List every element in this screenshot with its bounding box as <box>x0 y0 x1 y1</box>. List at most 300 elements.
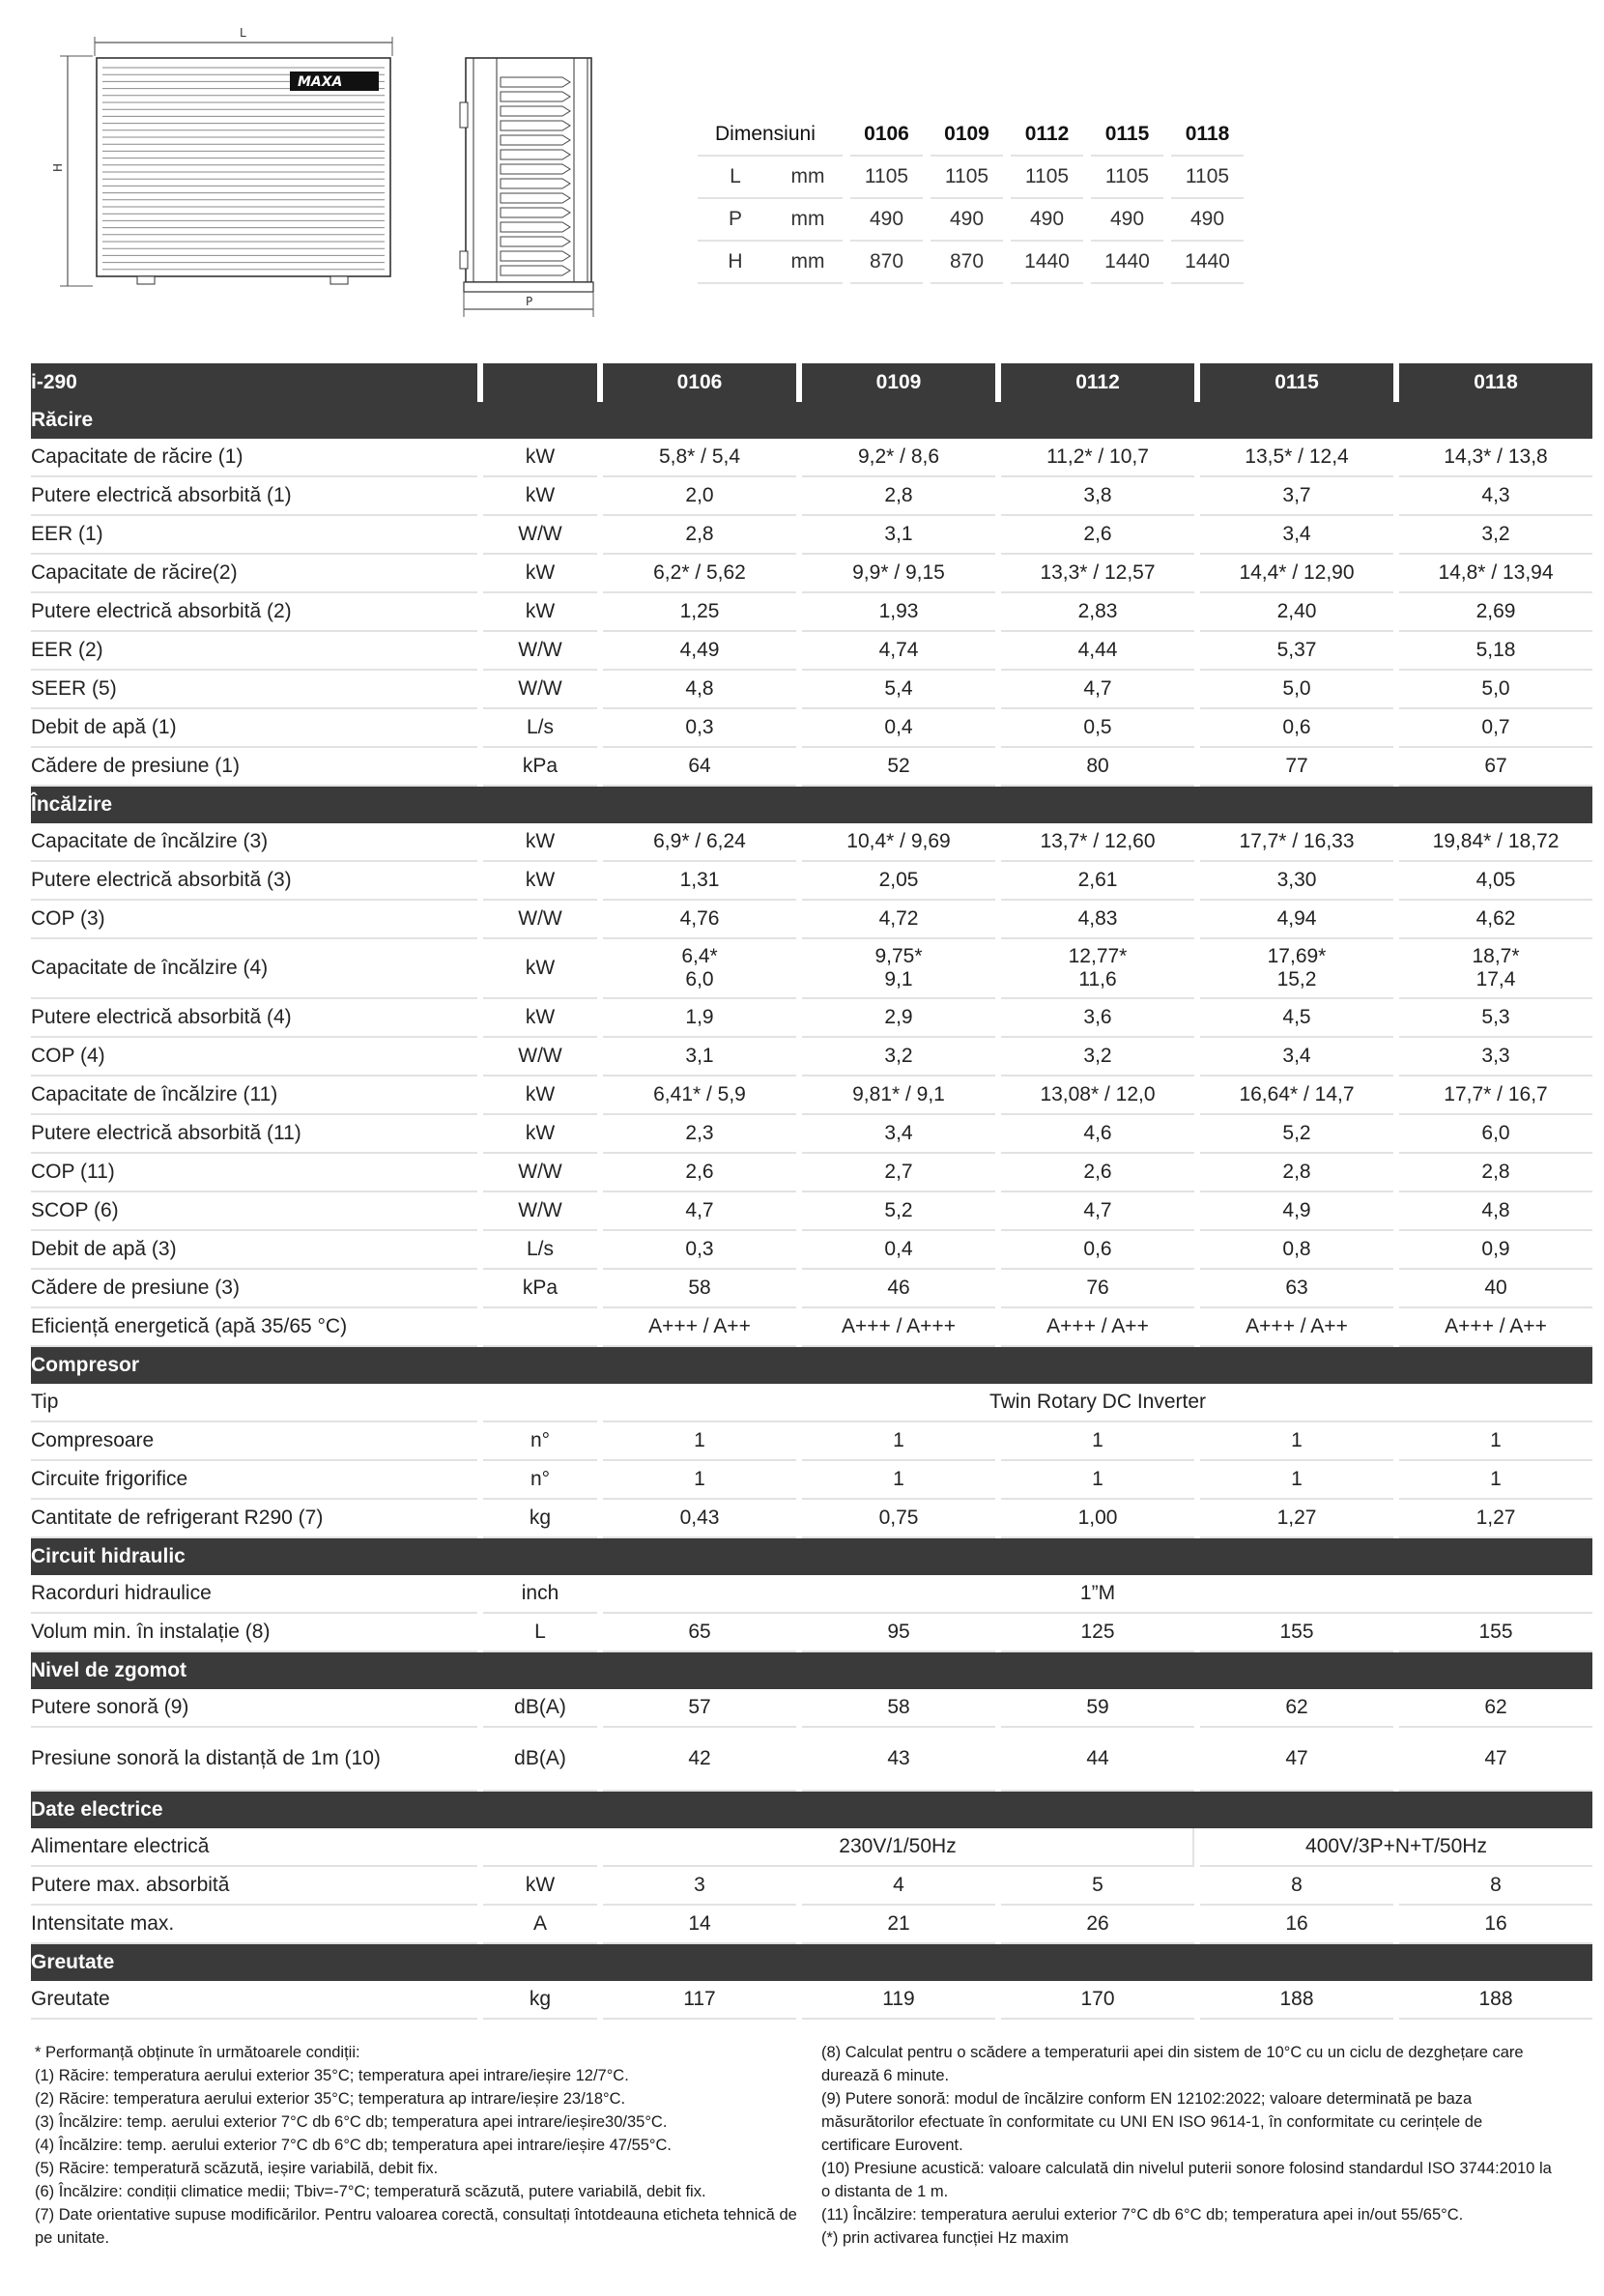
spec-value: 1 <box>1399 1422 1592 1461</box>
maxa-logo: MAXA <box>298 74 343 90</box>
unit-header <box>483 363 597 402</box>
dimension-label: H <box>698 241 773 283</box>
spec-value: 21 <box>802 1906 995 1944</box>
spec-value: 4,62 <box>1399 901 1592 939</box>
dimension-value: 1105 <box>1091 156 1163 198</box>
spec-value: 1 <box>802 1422 995 1461</box>
spec-value: 3,1 <box>802 516 995 555</box>
spec-value: 155 <box>1399 1614 1592 1652</box>
spec-value: 8 <box>1399 1867 1592 1906</box>
spec-row <box>31 901 1592 939</box>
spec-label: Cădere de presiune (1) <box>31 748 477 787</box>
spec-value: 19,84* / 18,72 <box>1399 823 1592 862</box>
spec-label: Presiune sonoră la distanță de 1m (10) <box>31 1728 477 1792</box>
dim-model-0112: 0112 <box>1011 114 1083 156</box>
spec-unit: kPa <box>483 1270 597 1308</box>
section-title: Răcire <box>31 402 1592 439</box>
spec-model-0109: 0109 <box>802 363 995 402</box>
spec-value: 5,4 <box>802 671 995 709</box>
spec-value: 6,9* / 6,24 <box>603 823 796 862</box>
spec-value: 1,31 <box>603 862 796 901</box>
spec-value: 170 <box>1001 1981 1194 2020</box>
spec-value: 0,75 <box>802 1500 995 1538</box>
spec-value: 63 <box>1200 1270 1393 1308</box>
spec-value: 2,6 <box>603 1154 796 1192</box>
dimensions-table <box>698 114 1244 284</box>
spec-row <box>31 1231 1592 1270</box>
spec-unit: kPa <box>483 748 597 787</box>
spec-value: 2,0 <box>603 477 796 516</box>
spec-label: Putere electrică absorbită (4) <box>31 999 477 1038</box>
spec-value: 1 <box>802 1461 995 1500</box>
spec-value: 13,08* / 12,0 <box>1001 1076 1194 1115</box>
section-header <box>31 1792 1592 1828</box>
spec-value: 13,7* / 12,60 <box>1001 823 1194 862</box>
spec-value: 155 <box>1200 1614 1393 1652</box>
spec-value: 1,93 <box>802 593 995 632</box>
spec-row <box>31 1270 1592 1308</box>
spec-value: 1 <box>603 1422 796 1461</box>
spec-label: Capacitate de răcire (1) <box>31 439 477 477</box>
spec-row <box>31 939 1592 999</box>
spec-value: 67 <box>1399 748 1592 787</box>
spec-value-line: 15,2 <box>1276 968 1317 990</box>
spec-unit: kW <box>483 862 597 901</box>
spec-value: 9,81* / 9,1 <box>802 1076 995 1115</box>
spec-value: 2,8 <box>1200 1154 1393 1192</box>
spec-value-split: 400V/3P+N+T/50Hz <box>1200 1828 1592 1867</box>
spec-unit: inch <box>483 1575 597 1614</box>
spec-value: 9,9* / 9,15 <box>802 555 995 593</box>
spec-unit: W/W <box>483 1192 597 1231</box>
spec-unit: L/s <box>483 1231 597 1270</box>
spec-value: 4,3 <box>1399 477 1592 516</box>
spec-value: 57 <box>603 1689 796 1728</box>
spec-label: Debit de apă (3) <box>31 1231 477 1270</box>
spec-value: 4,74 <box>802 632 995 671</box>
spec-unit: A <box>483 1906 597 1944</box>
section-title: Circuit hidraulic <box>31 1538 1592 1575</box>
spec-value: 4,76 <box>603 901 796 939</box>
spec-value <box>1001 939 1194 999</box>
spec-value: 6,2* / 5,62 <box>603 555 796 593</box>
spec-value: 64 <box>603 748 796 787</box>
footnote: (7) Date orientative supuse modificărilor. Pentru valoarea corectă, consultați întotdeauna eticheta tehnică de pe unitate. <box>35 2206 797 2247</box>
spec-value: 95 <box>802 1614 995 1652</box>
spec-value: 1 <box>1200 1422 1393 1461</box>
spec-value: 0,3 <box>603 1231 796 1270</box>
spec-value-line: 6,4* <box>681 945 718 967</box>
spec-unit: W/W <box>483 1154 597 1192</box>
section-header <box>31 1652 1592 1689</box>
spec-value: 3,2 <box>802 1038 995 1076</box>
width-label: L <box>240 26 246 40</box>
spec-value: 2,61 <box>1001 862 1194 901</box>
spec-value: 0,6 <box>1001 1231 1194 1270</box>
spec-value: 2,8 <box>603 516 796 555</box>
spec-value: 13,3* / 12,57 <box>1001 555 1194 593</box>
spec-value-split: 230V/1/50Hz <box>603 1828 1194 1867</box>
spec-value: 26 <box>1001 1906 1194 1944</box>
dimension-value: 1105 <box>931 156 1003 198</box>
spec-value: 4,9 <box>1200 1192 1393 1231</box>
spec-row <box>31 1906 1592 1944</box>
height-label: H <box>51 162 65 172</box>
spec-row <box>31 1981 1592 2020</box>
section-header <box>31 1944 1592 1981</box>
spec-value: 9,2* / 8,6 <box>802 439 995 477</box>
spec-label: Putere electrică absorbită (1) <box>31 477 477 516</box>
spec-value-line: 17,4 <box>1475 968 1516 990</box>
spec-label: Circuite frigorifice <box>31 1461 477 1500</box>
spec-label: Putere max. absorbită <box>31 1867 477 1906</box>
spec-value <box>1399 939 1592 999</box>
dimension-unit: mm <box>773 156 843 198</box>
spec-row <box>31 1154 1592 1192</box>
spec-value: 58 <box>603 1270 796 1308</box>
spec-row <box>31 1038 1592 1076</box>
spec-unit: n° <box>483 1461 597 1500</box>
spec-value: A+++ / A++ <box>603 1308 796 1347</box>
spec-row <box>31 862 1592 901</box>
spec-value: 3,30 <box>1200 862 1393 901</box>
spec-unit <box>483 1308 597 1347</box>
spec-value: 3,7 <box>1200 477 1393 516</box>
spec-value: 3,8 <box>1001 477 1194 516</box>
spec-value: 3,4 <box>802 1115 995 1154</box>
spec-row <box>31 671 1592 709</box>
spec-unit: kg <box>483 1500 597 1538</box>
spec-value: 2,9 <box>802 999 995 1038</box>
spec-value: 0,43 <box>603 1500 796 1538</box>
spec-value: 17,7* / 16,7 <box>1399 1076 1592 1115</box>
spec-value: 0,4 <box>802 1231 995 1270</box>
spec-unit: kW <box>483 439 597 477</box>
section-title: Date electrice <box>31 1792 1592 1828</box>
spec-value: 47 <box>1200 1728 1393 1792</box>
spec-value: 4,7 <box>1001 1192 1194 1231</box>
footnote: (1) Răcire: temperatura aerului exterior 35°C; temperatura apei intrare/ieșire 12/7°C. <box>35 2067 629 2084</box>
spec-label: Tip <box>31 1384 477 1422</box>
spec-value: 10,4* / 9,69 <box>802 823 995 862</box>
spec-value <box>1200 939 1393 999</box>
dimension-label: P <box>698 198 773 241</box>
spec-value: 0,4 <box>802 709 995 748</box>
spec-header-row <box>31 363 1592 402</box>
spec-row <box>31 1115 1592 1154</box>
spec-model-0112: 0112 <box>1001 363 1194 402</box>
spec-value: 44 <box>1001 1728 1194 1792</box>
spec-value: 40 <box>1399 1270 1592 1308</box>
footnote: * Performanță obținute în următoarele condiții: <box>35 2044 360 2061</box>
spec-label: SCOP (6) <box>31 1192 477 1231</box>
spec-label: Putere electrică absorbită (11) <box>31 1115 477 1154</box>
section-header <box>31 787 1592 823</box>
footnotes-right <box>821 2041 1556 2250</box>
spec-value: 4,7 <box>1001 671 1194 709</box>
spec-value: 6,41* / 5,9 <box>603 1076 796 1115</box>
spec-value: 1,9 <box>603 999 796 1038</box>
spec-label: COP (4) <box>31 1038 477 1076</box>
spec-value: 5,18 <box>1399 632 1592 671</box>
spec-value: 59 <box>1001 1689 1194 1728</box>
spec-unit: kW <box>483 593 597 632</box>
spec-model-0118: 0118 <box>1399 363 1592 402</box>
spec-model-0115: 0115 <box>1200 363 1393 402</box>
dimension-value: 1440 <box>1171 241 1244 283</box>
spec-row <box>31 823 1592 862</box>
spec-value: 43 <box>802 1728 995 1792</box>
spec-value: 1,27 <box>1399 1500 1592 1538</box>
spec-label: Eficiență energetică (apă 35/65 °C) <box>31 1308 477 1347</box>
spec-unit: kW <box>483 1867 597 1906</box>
footnote: (9) Putere sonoră: modul de încălzire conform EN 12102:2022; valoare determinată pe baza măsurătorilor efectuate în conformitate cu UNI EN ISO 9614-1, în conformitate cu cerințele de certificare Eurovent. <box>821 2090 1483 2154</box>
spec-value: 3,4 <box>1200 1038 1393 1076</box>
spec-value: 4,8 <box>603 671 796 709</box>
spec-value: 1,00 <box>1001 1500 1194 1538</box>
spec-value: 4,8 <box>1399 1192 1592 1231</box>
spec-unit: W/W <box>483 1038 597 1076</box>
spec-label: Compresoare <box>31 1422 477 1461</box>
spec-row <box>31 1461 1592 1500</box>
spec-label: Debit de apă (1) <box>31 709 477 748</box>
spec-row <box>31 516 1592 555</box>
spec-value: 77 <box>1200 748 1393 787</box>
footnote: (2) Răcire: temperatura aerului exterior 35°C; temperatura ap intrare/ieșire 23/18°C. <box>35 2090 626 2108</box>
spec-value: 0,3 <box>603 709 796 748</box>
spec-value: 4,94 <box>1200 901 1393 939</box>
spec-value-line: 12,77* <box>1068 945 1128 967</box>
spec-value: 3,6 <box>1001 999 1194 1038</box>
spec-value: 4,5 <box>1200 999 1393 1038</box>
section-title: Compresor <box>31 1347 1592 1384</box>
spec-value: 76 <box>1001 1270 1194 1308</box>
spec-row <box>31 555 1592 593</box>
spec-value: 4,44 <box>1001 632 1194 671</box>
spec-value: 3,1 <box>603 1038 796 1076</box>
section-header <box>31 1347 1592 1384</box>
spec-value: A+++ / A+++ <box>802 1308 995 1347</box>
spec-value: 5,8* / 5,4 <box>603 439 796 477</box>
spec-label: Racorduri hidraulice <box>31 1575 477 1614</box>
footnote: (*) prin activarea funcției Hz maxim <box>821 2229 1069 2247</box>
dimension-value: 490 <box>1091 198 1163 241</box>
footnote: (6) Încălzire: condiții climatice medii; Tbiv=-7°C; temperatură scăzută, putere variabilă, debit fix. <box>35 2183 706 2200</box>
spec-row <box>31 593 1592 632</box>
spec-value: 14,4* / 12,90 <box>1200 555 1393 593</box>
spec-unit: L/s <box>483 709 597 748</box>
spec-value: 1 <box>1200 1461 1393 1500</box>
spec-value: 62 <box>1200 1689 1393 1728</box>
spec-label: Cantitate de refrigerant R290 (7) <box>31 1500 477 1538</box>
footnote: (5) Răcire: temperatură scăzută, ieșire variabilă, debit fix. <box>35 2160 439 2177</box>
spec-unit: kW <box>483 555 597 593</box>
spec-unit: W/W <box>483 671 597 709</box>
spec-label: Putere electrică absorbită (2) <box>31 593 477 632</box>
spec-value: A+++ / A++ <box>1200 1308 1393 1347</box>
spec-value-line: 18,7* <box>1472 945 1520 967</box>
spec-value: 4,6 <box>1001 1115 1194 1154</box>
spec-value: 3,4 <box>1200 516 1393 555</box>
spec-row <box>31 1689 1592 1728</box>
spec-value: 46 <box>802 1270 995 1308</box>
dimension-value: 1105 <box>1011 156 1083 198</box>
spec-value-line: 6,0 <box>685 968 714 990</box>
spec-label: Capacitate de încălzire (4) <box>31 939 477 999</box>
spec-value: 5,37 <box>1200 632 1393 671</box>
spec-value: 2,8 <box>802 477 995 516</box>
series-title: i-290 <box>31 363 477 402</box>
spec-unit: kg <box>483 1981 597 2020</box>
spec-value: 5 <box>1001 1867 1194 1906</box>
spec-value: 5,0 <box>1399 671 1592 709</box>
spec-row <box>31 1575 1592 1614</box>
spec-label: SEER (5) <box>31 671 477 709</box>
spec-value: 2,83 <box>1001 593 1194 632</box>
spec-value: 42 <box>603 1728 796 1792</box>
spec-unit <box>483 1384 597 1422</box>
dimension-value: 1440 <box>1091 241 1163 283</box>
spec-row <box>31 1308 1592 1347</box>
spec-value: 2,40 <box>1200 593 1393 632</box>
spec-value: 17,7* / 16,33 <box>1200 823 1393 862</box>
front-view-drawing <box>48 17 415 298</box>
dim-model-0106: 0106 <box>850 114 923 156</box>
spec-value-span: Twin Rotary DC Inverter <box>603 1384 1592 1422</box>
spec-row <box>31 1728 1592 1792</box>
spec-value: A+++ / A++ <box>1399 1308 1592 1347</box>
spec-unit: dB(A) <box>483 1728 597 1792</box>
dimensions-header-row <box>698 114 1244 156</box>
spec-value: 5,3 <box>1399 999 1592 1038</box>
spec-value: 0,8 <box>1200 1231 1393 1270</box>
spec-value: 2,69 <box>1399 593 1592 632</box>
spec-label: COP (3) <box>31 901 477 939</box>
spec-value: 6,0 <box>1399 1115 1592 1154</box>
spec-value: 3 <box>603 1867 796 1906</box>
spec-value: 2,6 <box>1001 516 1194 555</box>
spec-unit: kW <box>483 939 597 999</box>
spec-value: 5,0 <box>1200 671 1393 709</box>
spec-value: 1 <box>1001 1461 1194 1500</box>
spec-unit: W/W <box>483 632 597 671</box>
spec-value: 0,9 <box>1399 1231 1592 1270</box>
spec-value: 2,8 <box>1399 1154 1592 1192</box>
spec-label: Putere electrică absorbită (3) <box>31 862 477 901</box>
spec-value: 14,3* / 13,8 <box>1399 439 1592 477</box>
spec-value: 13,5* / 12,4 <box>1200 439 1393 477</box>
spec-row <box>31 709 1592 748</box>
spec-value: 58 <box>802 1689 995 1728</box>
spec-row <box>31 1828 1592 1867</box>
spec-value: 188 <box>1399 1981 1592 2020</box>
spec-row <box>31 1384 1592 1422</box>
spec-value: 188 <box>1200 1981 1393 2020</box>
spec-value: 2,6 <box>1001 1154 1194 1192</box>
spec-value: 0,6 <box>1200 709 1393 748</box>
dimensions-row <box>698 198 1244 241</box>
spec-value-line: 11,6 <box>1078 968 1117 990</box>
spec-value <box>603 939 796 999</box>
spec-value: 14,8* / 13,94 <box>1399 555 1592 593</box>
spec-unit: kW <box>483 1076 597 1115</box>
spec-value: 1 <box>603 1461 796 1500</box>
spec-unit: kW <box>483 823 597 862</box>
section-header <box>31 1538 1592 1575</box>
dimension-value: 870 <box>931 241 1003 283</box>
spec-label: Volum min. în instalație (8) <box>31 1614 477 1652</box>
spec-label: Capacitate de răcire(2) <box>31 555 477 593</box>
spec-value: 1 <box>1399 1461 1592 1500</box>
spec-value: 4,49 <box>603 632 796 671</box>
spec-unit: W/W <box>483 516 597 555</box>
spec-unit: L <box>483 1614 597 1652</box>
footnote: (4) Încălzire: temp. aerului exterior 7°C db 6°C db; temperatura apei intrare/ieșire 47/55°C. <box>35 2137 673 2154</box>
footnote: (11) Încălzire: temperatura aerului exterior 7°C db 6°C db; temperatura apei in/out 55/65°C. <box>821 2206 1464 2224</box>
spec-value: 1,27 <box>1200 1500 1393 1538</box>
spec-value: 3,3 <box>1399 1038 1592 1076</box>
dimensions-header: Dimensiuni <box>698 114 843 156</box>
spec-value: 2,3 <box>603 1115 796 1154</box>
section-title: Încălzire <box>31 787 1592 823</box>
spec-value: 16,64* / 14,7 <box>1200 1076 1393 1115</box>
spec-value: 125 <box>1001 1614 1194 1652</box>
spec-unit: W/W <box>483 901 597 939</box>
spec-value: 3,2 <box>1399 516 1592 555</box>
spec-value <box>802 939 995 999</box>
spec-value: 3,2 <box>1001 1038 1194 1076</box>
spec-row <box>31 632 1592 671</box>
dimension-value: 1440 <box>1011 241 1083 283</box>
dimensions-row <box>698 241 1244 283</box>
dimension-value: 490 <box>850 198 923 241</box>
spec-row <box>31 748 1592 787</box>
spec-value: 4,7 <box>603 1192 796 1231</box>
spec-row <box>31 1192 1592 1231</box>
footnote: (3) Încălzire: temp. aerului exterior 7°C db 6°C db; temperatura apei intrare/ieșire30/35°C. <box>35 2113 668 2131</box>
spec-row <box>31 477 1592 516</box>
dim-model-0115: 0115 <box>1091 114 1163 156</box>
dimension-unit: mm <box>773 241 843 283</box>
spec-row <box>31 999 1592 1038</box>
spec-row <box>31 439 1592 477</box>
dim-model-0118: 0118 <box>1171 114 1244 156</box>
dimension-label: L <box>698 156 773 198</box>
dimension-value: 1105 <box>850 156 923 198</box>
dim-model-0109: 0109 <box>931 114 1003 156</box>
spec-value: 47 <box>1399 1728 1592 1792</box>
spec-value: 5,2 <box>1200 1115 1393 1154</box>
spec-value: 0,7 <box>1399 709 1592 748</box>
dimension-unit: mm <box>773 198 843 241</box>
spec-value: 1,25 <box>603 593 796 632</box>
spec-value: 62 <box>1399 1689 1592 1728</box>
dimension-value: 1105 <box>1171 156 1244 198</box>
spec-label: Cădere de presiune (3) <box>31 1270 477 1308</box>
spec-row <box>31 1614 1592 1652</box>
dimensions-row <box>698 156 1244 198</box>
footnote: (8) Calculat pentru o scădere a temperaturii apei din sistem de 10°C cu un ciclu de dezghețare care durează 6 minute. <box>821 2044 1524 2084</box>
spec-value: 16 <box>1399 1906 1592 1944</box>
spec-value: 119 <box>802 1981 995 2020</box>
spec-row <box>31 1867 1592 1906</box>
dimension-value: 490 <box>931 198 1003 241</box>
spec-value: 65 <box>603 1614 796 1652</box>
spec-table <box>31 363 1592 2020</box>
spec-label: Greutate <box>31 1981 477 2020</box>
spec-value: 5,2 <box>802 1192 995 1231</box>
spec-value: 4 <box>802 1867 995 1906</box>
